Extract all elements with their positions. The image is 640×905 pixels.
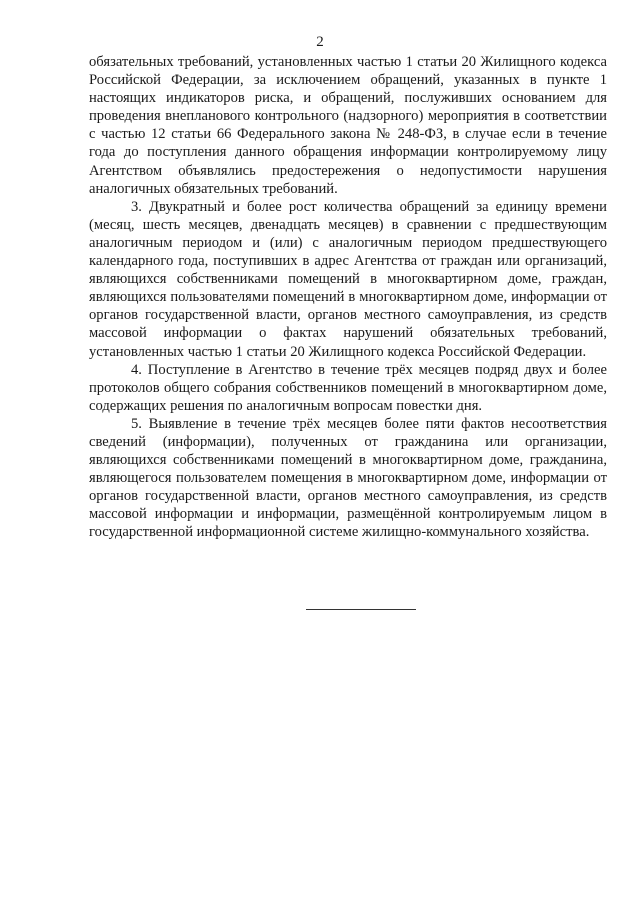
page-number: 2 [316,34,324,50]
paragraph-item-3: 3. Двукратный и более рост количества обращений за единицу времени (месяц, шесть месяцев, двенадцать месяцев) в сравнении с предшествующим аналогичным периодом и (или) с аналогичным периодом предшествующего календарного года, поступивших в адрес Агентства от граждан или организаций, являющихся собственниками помещений в многоквартирном доме, граждан, являющихся пользователями помещений в многоквартирном доме, информации от органов государственной власти, органов местного самоуправления, из средств массовой информации о фактах нарушений обязательных требований, установленных частью 1 статьи 20 Жилищного кодекса Российской Федерации. [89,198,607,360]
end-of-document-rule [306,609,416,610]
paragraph-item-5: 5. Выявление в течение трёх месяцев более пяти фактов несоответствия сведений (информации), полученных от гражданина или организации, являющихся собственниками помещений в многоквартирном доме, гражданина, являющегося пользователем помещения в многоквартирном доме, информации от органов государственной власти, органов местного самоуправления, из средств массовой информации и информации, размещённой контролируемым лицом в государственной информационной системе жилищно-коммунального хозяйства. [89,415,607,541]
paragraph-item-4: 4. Поступление в Агентство в течение трёх месяцев подряд двух и более протоколов общего собрания собственников помещений в многоквартирном доме, содержащих решения по аналогичным вопросам повестки дня. [89,361,607,414]
paragraph-continuation: обязательных требований, установленных частью 1 статьи 20 Жилищного кодекса Российской Федерации, за исключением обращений, указанных в пункте 1 настоящих индикаторов риска, и обращений, послуживших основанием для проведения внепланового контрольного (надзорного) мероприятия в соответствии с частью 12 статьи 66 Федерального закона № 248-ФЗ, в случае если в течение года до поступления данного обращения информации контролируемому лицу Агентством объявлялись предостережения о недопустимости нарушения аналогичных обязательных требований. [89,54,607,197]
document-body [89,53,607,542]
